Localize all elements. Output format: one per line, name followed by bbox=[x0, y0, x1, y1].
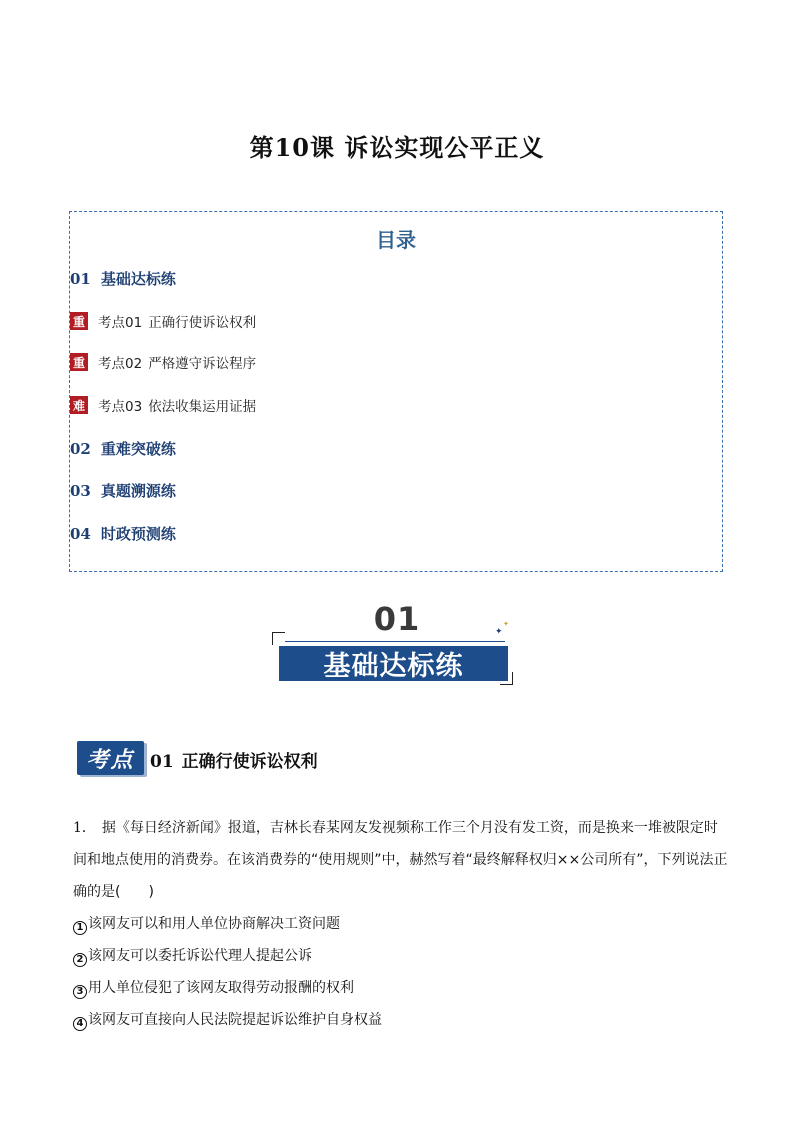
option-marker: 3 bbox=[73, 985, 87, 999]
toc-section-label: 基础达标练 bbox=[100, 270, 176, 288]
section-banner: 基础达标练 bbox=[279, 646, 508, 681]
toc-point-code: 考点01 bbox=[98, 315, 143, 331]
toc-section-label: 真题溯源练 bbox=[100, 482, 176, 500]
kaodian-badge: 考点 bbox=[77, 741, 144, 775]
option-marker: 4 bbox=[73, 1017, 87, 1031]
toc-section-number: 01 bbox=[70, 269, 91, 288]
importance-tag: 重 bbox=[70, 312, 88, 330]
toc-section-1[interactable] bbox=[70, 268, 176, 289]
toc-point-label: 正确行使诉讼权利 bbox=[148, 315, 257, 331]
question-text: 据《每日经济新闻》报道，吉林长春某网友发视频称工作三个月没有发工资，而是换来一堆被限定时间和地点使用的消费券。在该消费券的“使用规则”中，赫然写着“最终解释权归××公司所有”，下列说法正确的是( ) bbox=[73, 820, 728, 900]
toc-heading: 目录 bbox=[376, 228, 416, 252]
option-3 bbox=[73, 972, 728, 1004]
question-1 bbox=[73, 812, 728, 1036]
option-text: 该网友可以委托诉讼代理人提起公诉 bbox=[88, 948, 312, 964]
option-text: 该网友可直接向人民法院提起诉讼维护自身权益 bbox=[88, 1012, 382, 1028]
section-number: 01 bbox=[373, 600, 421, 638]
option-1 bbox=[73, 908, 728, 940]
page-title: 第10课 诉讼实现公平正义 bbox=[249, 133, 545, 162]
bracket-corner-bottom-right bbox=[500, 672, 513, 685]
toc-section-number: 03 bbox=[70, 481, 91, 500]
toc-point-code: 考点03 bbox=[98, 399, 143, 415]
kaodian-label: 正确行使诉讼权利 bbox=[181, 752, 318, 772]
option-marker: 2 bbox=[73, 953, 87, 967]
option-4 bbox=[73, 1004, 728, 1036]
toc-point-3[interactable] bbox=[70, 395, 256, 415]
bracket-corner-top-left bbox=[272, 632, 285, 645]
toc-point-code: 考点02 bbox=[98, 356, 143, 372]
toc-section-label: 重难突破练 bbox=[100, 440, 176, 458]
option-2 bbox=[73, 940, 728, 972]
importance-tag: 重 bbox=[70, 353, 88, 371]
kaodian-number: 01 bbox=[150, 752, 174, 772]
toc-section-4[interactable] bbox=[70, 523, 176, 544]
toc-section-number: 04 bbox=[70, 524, 91, 543]
toc-section-3[interactable] bbox=[70, 480, 176, 501]
banner-divider bbox=[285, 641, 505, 642]
question-stem bbox=[73, 812, 728, 908]
toc-point-label: 依法收集运用证据 bbox=[148, 399, 257, 415]
option-marker: 1 bbox=[73, 921, 87, 935]
option-text: 该网友可以和用人单位协商解决工资问题 bbox=[88, 916, 340, 932]
sparkle-icon: ✦ bbox=[503, 620, 509, 628]
toc-section-label: 时政预测练 bbox=[100, 525, 176, 543]
option-text: 用人单位侵犯了该网友取得劳动报酬的权利 bbox=[88, 980, 354, 996]
toc-section-number: 02 bbox=[70, 439, 91, 458]
sparkle-icon: ✦ bbox=[495, 627, 503, 637]
toc-section-2[interactable] bbox=[70, 438, 176, 459]
kaodian-title bbox=[150, 747, 318, 772]
toc-point-label: 严格遵守诉讼程序 bbox=[148, 356, 257, 372]
difficulty-tag: 难 bbox=[70, 396, 88, 414]
table-of-contents bbox=[69, 211, 723, 572]
toc-point-1[interactable] bbox=[70, 311, 256, 331]
question-number: 1． bbox=[73, 820, 96, 836]
toc-point-2[interactable] bbox=[70, 352, 256, 372]
